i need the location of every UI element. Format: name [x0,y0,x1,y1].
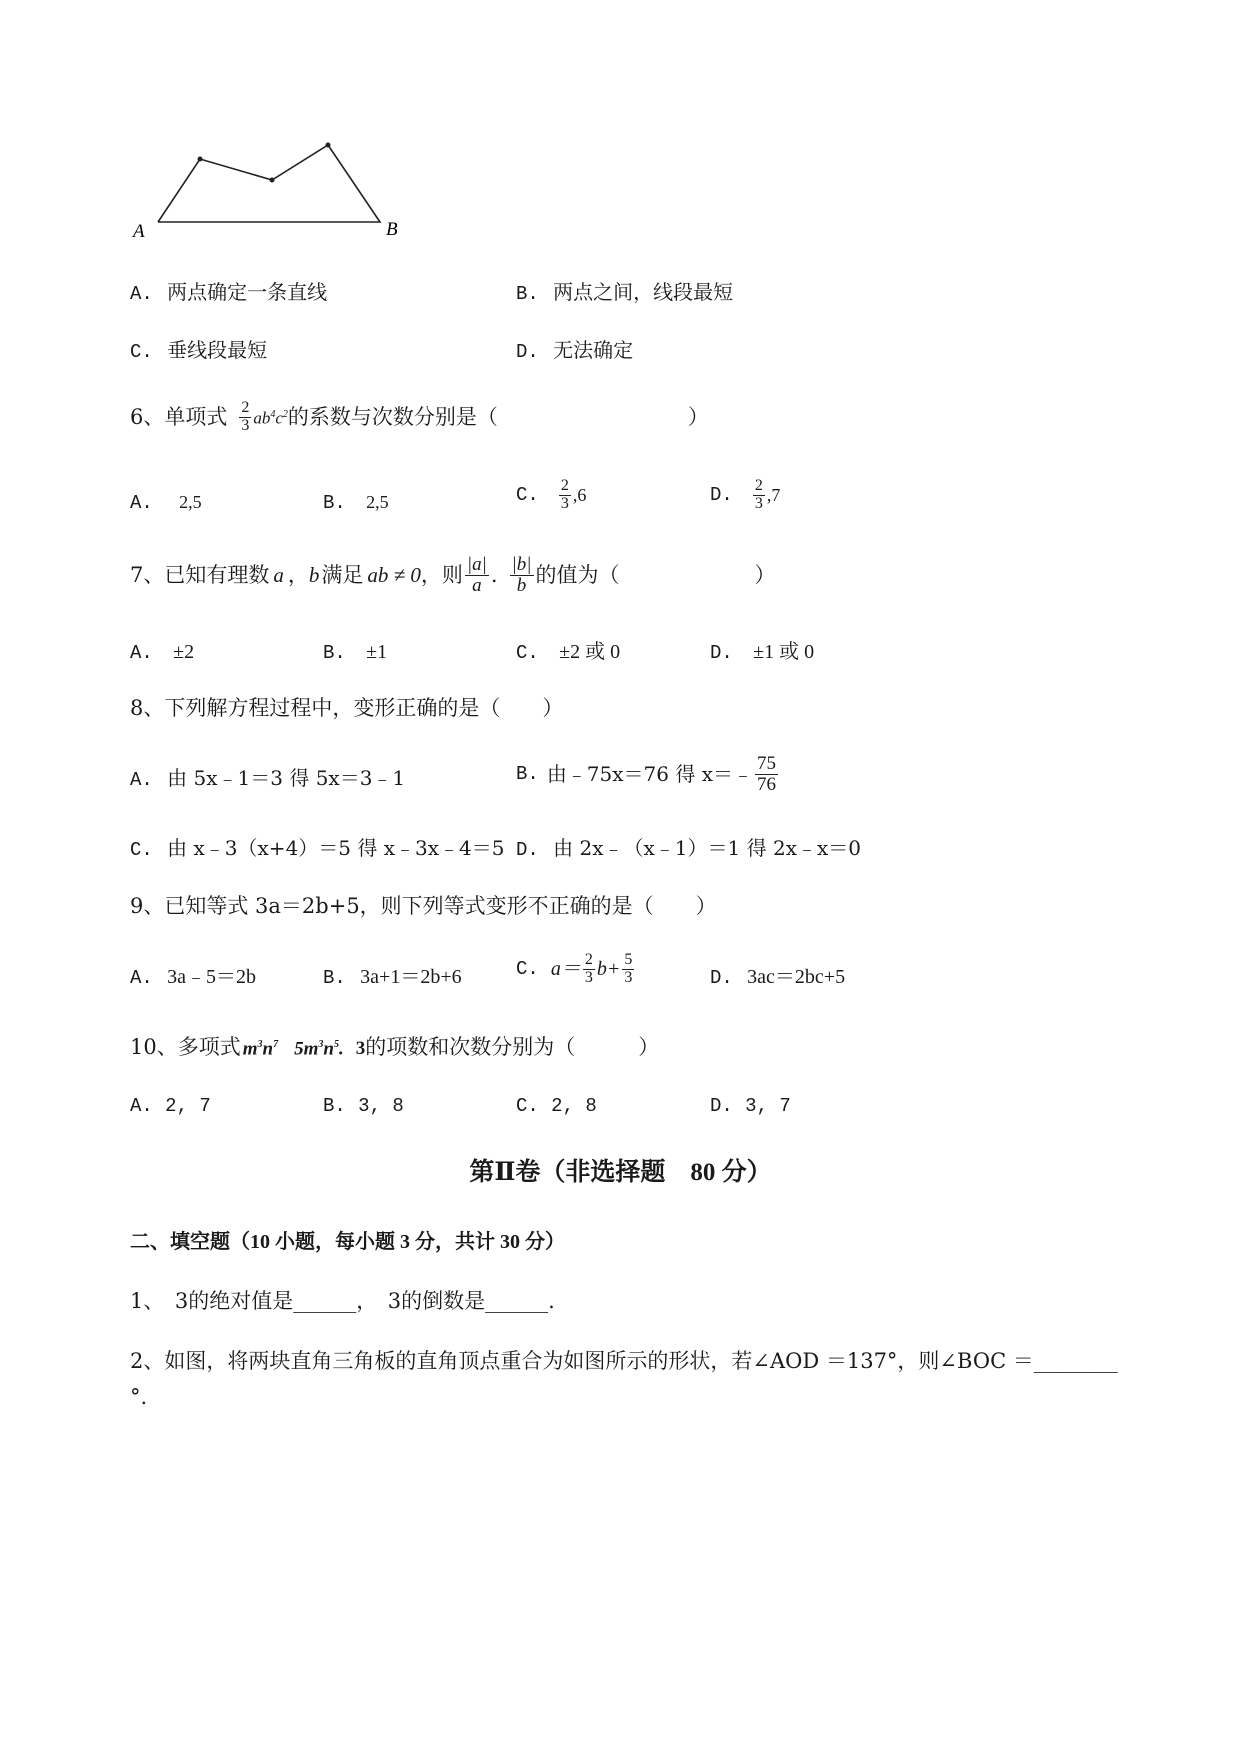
q10-option-c[interactable]: C. 2, 8 [516,1095,597,1117]
q10-option-b[interactable]: B. 3, 8 [323,1095,404,1117]
polygon-path [158,145,380,222]
q7-fraction-a: $\frac{|a|}{a}$ [466,554,487,596]
q6-option-a[interactable]: A. 2,5 [130,492,202,514]
q10-option-a[interactable]: A. 2, 7 [130,1095,211,1117]
question-10: 10、多项式 $m^3n^7$ $5m^3n^5$. 3 的项数和次数分别为（ ） [130,1035,660,1060]
q6-option-c[interactable]: C. $\frac{2}{3}$ ,6 [516,477,587,512]
vertex-point [270,178,275,183]
fill-question-2-line-2: °. [130,1385,148,1409]
vertex-point [326,143,331,148]
question-6: 6、单项式 $\frac{2}{3}$ $ab^4c^2$ 的系数与次数分别是（ ） [130,399,709,434]
q5-option-b[interactable]: B. 两点之间，线段最短 [516,280,734,305]
section-2-title: 二、填空题（10 小题，每小题 3 分，共计 30 分） [130,1231,565,1253]
question-8: 8、下列解方程过程中，变形正确的是（ ） [130,696,564,720]
vertex-point [198,157,203,162]
q7-option-b[interactable]: B. ±1 [323,641,388,664]
q9-option-c[interactable]: C. a＝ $\frac{2}{3}$ b+ $\frac{5}{3}$ [516,951,633,986]
q5-option-a[interactable]: A. 两点确定一条直线 [130,280,328,305]
question-7: 7、已知有理数 a ， b 满足 ab ≠ 0 ，则 $\frac{|a|}{a}$ . $\frac{|b|}{b}$ 的值为（ ） [130,554,776,596]
q9-option-b[interactable]: B. 3a+1＝2b+6 [323,966,462,989]
q7-option-d[interactable]: D. ±1 或 0 [710,641,815,664]
point-label-a: A [133,221,145,242]
q6-coefficient-fraction: $\frac{2}{3}$ [241,399,250,434]
q10-option-d[interactable]: D. 3, 7 [710,1095,791,1117]
q5-option-d[interactable]: D. 无法确定 [516,338,634,363]
polygon-figure [120,130,420,260]
question-9: 9、已知等式 3a＝2b+5，则下列等式变形不正确的是（ ） [130,894,717,918]
q8-option-c[interactable]: C. 由 x﹣3（x+4）＝5 得 x﹣3x﹣4＝5 [130,836,505,861]
q8-option-a[interactable]: A. 由 5x﹣1＝3 得 5x＝3﹣1 [130,766,406,791]
fill-question-1: 1、 3的绝对值是______， 3的倒数是______. [130,1289,555,1313]
point-label-b: B [386,219,398,240]
q6-option-b[interactable]: B. 2,5 [323,492,389,514]
q8-option-b[interactable]: B. 由﹣75x＝76 得 x＝﹣ $\frac{75}{76}$ [516,753,776,795]
q8-option-d[interactable]: D. 由 2x﹣（x﹣1）＝1 得 2x﹣x＝0 [516,836,861,861]
q7-option-a[interactable]: A. ±2 [130,641,195,664]
q9-option-d[interactable]: D. 3ac＝2bc+5 [710,966,846,989]
q9-option-a[interactable]: A. 3a﹣5＝2b [130,966,257,989]
part-2-title: 第Ⅱ卷（非选择题 80 分） [469,1159,772,1186]
q7-option-c[interactable]: C. ±2 或 0 [516,641,621,664]
fill-question-2-line-1: 2、如图，将两块直角三角板的直角顶点重合为如图所示的形状，若∠AOD ＝137°，则∠BOC ＝________ [130,1349,1118,1373]
q5-option-c[interactable]: C. 垂线段最短 [130,338,268,363]
q7-fraction-b: $\frac{|b|}{b}$ [511,554,532,596]
q6-option-d[interactable]: D. $\frac{2}{3}$ ,7 [710,477,781,512]
